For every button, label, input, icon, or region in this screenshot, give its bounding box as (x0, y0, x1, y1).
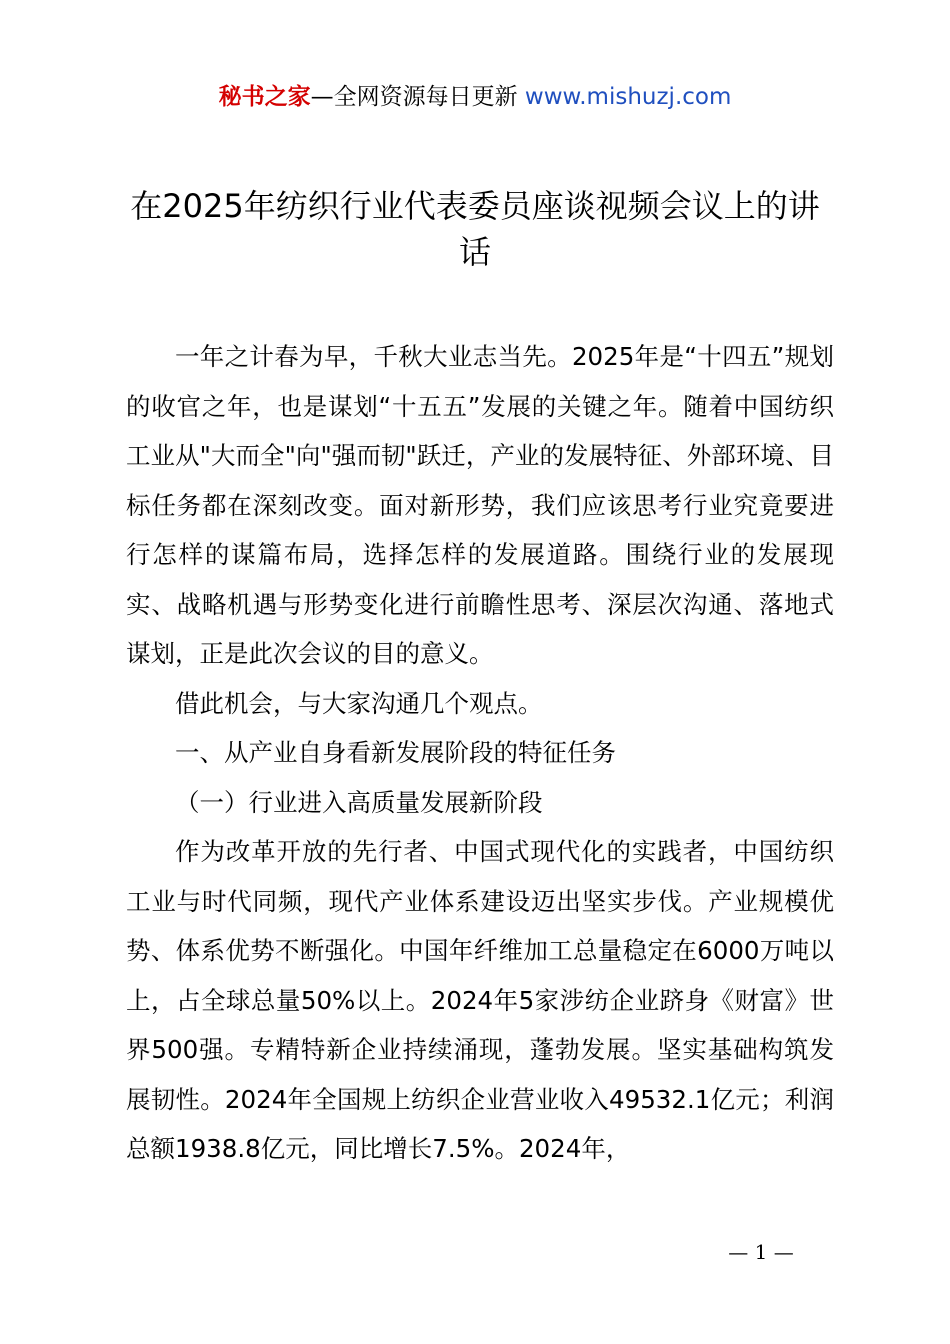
page-number: — 1 — (728, 1240, 794, 1264)
paragraph-body: 作为改革开放的先行者、中国式现代化的实践者，中国纺织工业与时代同频，现代产业体系建设迈出坚实步伐。产业规模优势、体系优势不断强化。中国年纤维加工总量稳定在6000万吨以上，占全球总量50%以上。2024年5家涉纺企业跻身《财富》世界500强。专精特新企业持续涌现，蓬勃发展。坚实基础构筑发展韧性。2024年全国规上纺织企业营业收入49532.1亿元；利润总额1938.8亿元，同比增长7.5%。2024年， (126, 837, 834, 1163)
site-header (0, 82, 950, 112)
header-tagline: —全网资源每日更新 (310, 84, 525, 110)
subsection-heading-1-1: （一）行业进入高质量发展新阶段 (175, 787, 543, 817)
section-heading-1: 一、从产业自身看新发展阶段的特征任务 (175, 738, 616, 767)
paragraph-intro: 一年之计春为早，千秋大业志当先。2025年是“十四五”规划的收官之年，也是谋划“十五五”发展的关键之年。随着中国纺织工业从"大而全"向"强而韧"跃迁，产业的发展特征、外部环境、目标任务都在深刻改变。面对新形势，我们应该思考行业究竟要进行怎样的谋篇布局，选择怎样的发展道路。围绕行业的发展现实、战略机遇与形势变化进行前瞻性思考、深层次沟通、落地式谋划，正是此次会议的目的意义。 (126, 342, 834, 668)
document-body (126, 332, 834, 1174)
paragraph-transition: 借此机会，与大家沟通几个观点。 (175, 688, 543, 718)
brand-name: 秘书之家 (218, 84, 311, 110)
site-url-link[interactable]: www.mishuzj.com (524, 84, 732, 110)
document-title: 在2025年纺织行业代表委员座谈视频会议上的讲话 (130, 187, 820, 271)
